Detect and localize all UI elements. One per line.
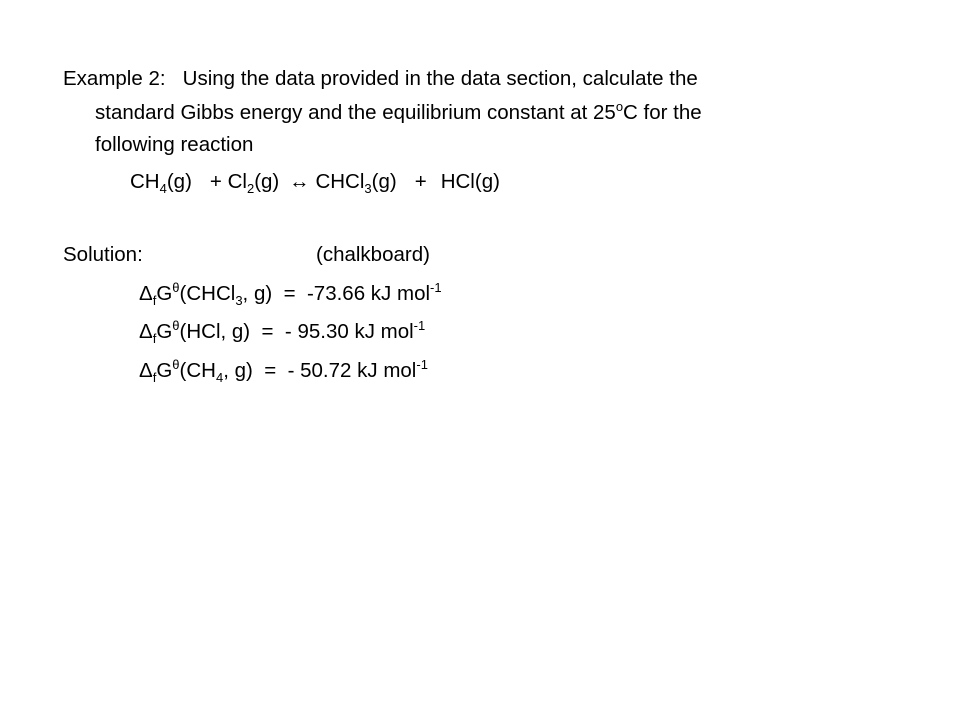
product-chcl3-symbol: CHCl	[315, 170, 365, 193]
example-line-2	[95, 101, 702, 125]
gibbs-value: - 50.72 kJ mol	[287, 359, 417, 382]
example-label: Example 2:	[63, 67, 166, 90]
species-state: , g)	[242, 282, 273, 305]
product-chcl3	[315, 170, 397, 196]
reactant-cl2-subscript: 2	[246, 181, 255, 196]
standard-state-superscript: θ	[172, 357, 180, 372]
solution-note: (chalkboard)	[316, 243, 430, 266]
reactant-ch4-subscript: 4	[159, 181, 167, 196]
species-state: , g)	[223, 359, 253, 382]
example-text-2b: C for the	[623, 101, 702, 124]
unit-exponent: -1	[413, 318, 426, 333]
product-hcl: HCl(g)	[440, 170, 500, 193]
reactant-cl2-symbol: Cl	[227, 170, 247, 193]
product-chcl3-state: (g)	[371, 170, 397, 193]
standard-state-superscript: θ	[172, 318, 180, 333]
species-subscript: 4	[215, 370, 224, 385]
reactant-ch4	[130, 170, 192, 196]
species-name: (HCl, g)	[179, 320, 251, 343]
equilibrium-arrow: ↔	[289, 170, 310, 193]
gibbs-value-chcl3	[139, 282, 442, 306]
equals-sign: =	[264, 359, 277, 382]
solution-line	[63, 243, 143, 267]
example-text-1: Using the data provided in the data section, calculate the	[182, 67, 698, 90]
reactant-ch4-symbol: CH	[130, 170, 160, 193]
delta-symbol: Δ	[139, 359, 153, 382]
species-subscript: 3	[235, 293, 243, 308]
species-name: (CH	[179, 359, 216, 382]
formation-subscript: f	[152, 331, 157, 346]
reactant-cl2-state: (g)	[254, 170, 280, 193]
example-text-3: following reaction	[95, 133, 254, 156]
product-chcl3-subscript: 3	[364, 181, 372, 196]
solution-label: Solution:	[63, 243, 143, 266]
reactant-ch4-state: (g)	[166, 170, 192, 193]
plus-sign-1: +	[209, 170, 222, 193]
example-line-3	[95, 133, 253, 157]
plus-sign-2: +	[414, 170, 427, 193]
species-name: (CHCl	[179, 282, 236, 305]
example-line-1	[63, 67, 698, 91]
gibbs-symbol: G	[156, 282, 173, 305]
gibbs-value: -73.66 kJ mol	[306, 282, 431, 305]
degree-superscript: o	[615, 99, 624, 114]
unit-exponent: -1	[416, 357, 428, 372]
reaction-equation	[130, 170, 500, 194]
gibbs-value-ch4	[139, 359, 428, 383]
reactant-cl2	[227, 170, 280, 196]
equals-sign: =	[283, 282, 296, 305]
delta-symbol: Δ	[139, 282, 153, 305]
formation-subscript: f	[152, 293, 157, 308]
example-text-2a: standard Gibbs energy and the equilibrium constant at 25	[95, 101, 616, 124]
formation-subscript: f	[152, 370, 157, 385]
standard-state-superscript: θ	[172, 280, 180, 295]
unit-exponent: -1	[430, 280, 442, 295]
gibbs-symbol: G	[156, 359, 173, 382]
gibbs-symbol: G	[156, 320, 173, 343]
gibbs-value: - 95.30 kJ mol	[284, 320, 414, 343]
solution-note-line	[316, 243, 430, 267]
gibbs-value-hcl	[139, 320, 425, 344]
equals-sign: =	[261, 320, 274, 343]
delta-symbol: Δ	[139, 320, 153, 343]
